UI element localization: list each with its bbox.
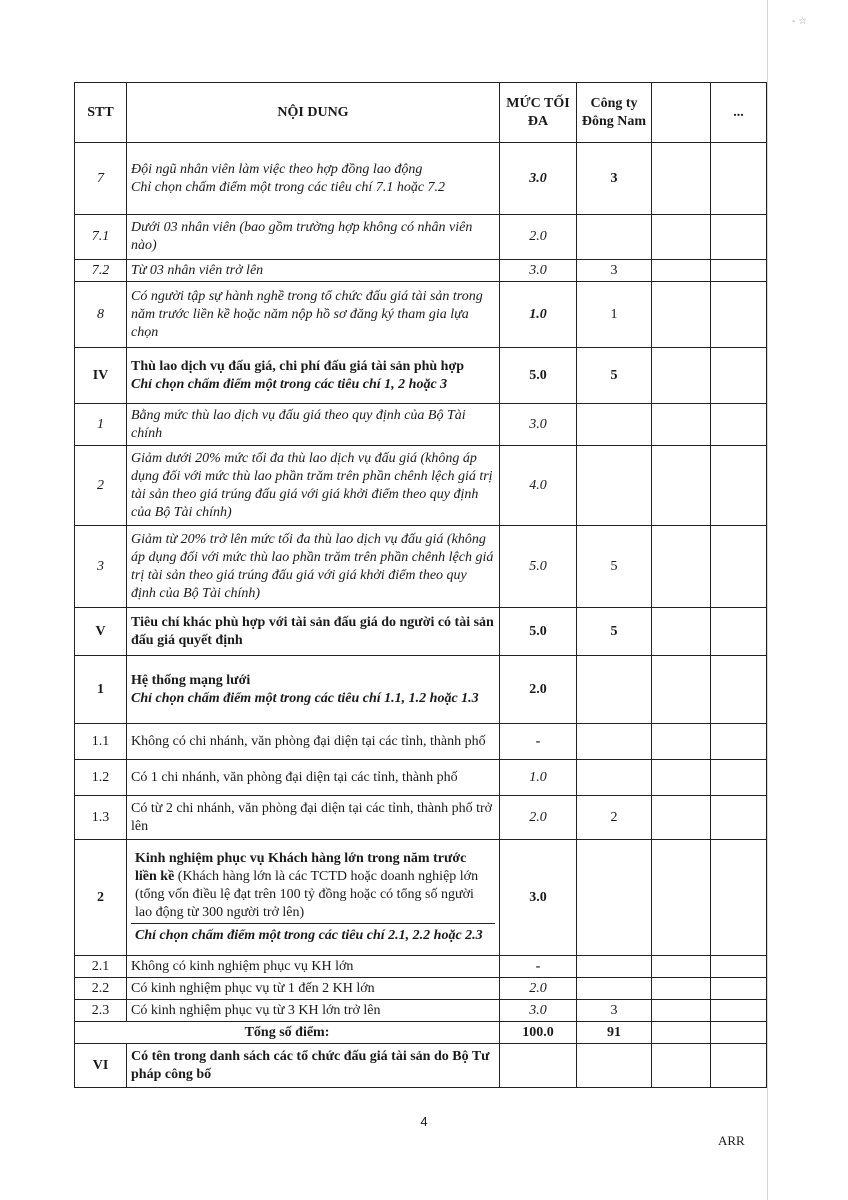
row-empty-cell xyxy=(711,724,767,760)
row-score: 3 xyxy=(577,1000,652,1022)
page-number: 4 xyxy=(420,1114,428,1129)
row-stt: 2 xyxy=(75,446,127,526)
row-max xyxy=(500,1044,577,1088)
row-empty-cell xyxy=(652,215,711,260)
table-row xyxy=(75,143,767,215)
table-row xyxy=(75,760,767,796)
table-row xyxy=(75,656,767,724)
table-row xyxy=(75,840,767,956)
row-stt: 1 xyxy=(75,656,127,724)
row-empty-cell xyxy=(711,404,767,446)
row-score: 3 xyxy=(577,143,652,215)
row-score xyxy=(577,760,652,796)
row-stt: VI xyxy=(75,1044,127,1088)
row-content xyxy=(127,656,500,724)
row-max: 3.0 xyxy=(500,143,577,215)
row-stt: 2 xyxy=(75,840,127,956)
row-empty-cell xyxy=(711,1022,767,1044)
row-score xyxy=(577,1044,652,1088)
row-content: Có kinh nghiệm phục vụ từ 3 KH lớn trở lên xyxy=(127,1000,500,1022)
row-max: 3.0 xyxy=(500,260,577,282)
row-empty-cell xyxy=(711,796,767,840)
row-stt: 7.2 xyxy=(75,260,127,282)
row-score xyxy=(577,656,652,724)
total-label: Tổng số điểm: xyxy=(75,1022,500,1044)
table-row xyxy=(75,446,767,526)
row-empty-cell xyxy=(652,404,711,446)
row-max: 3.0 xyxy=(500,1000,577,1022)
table-row xyxy=(75,1000,767,1022)
row-max: - xyxy=(500,956,577,978)
row-stt: 1 xyxy=(75,404,127,446)
row-content: Không có chi nhánh, văn phòng đại diện tại các tỉnh, thành phố xyxy=(127,724,500,760)
row-max: 3.0 xyxy=(500,840,577,956)
row-score xyxy=(577,446,652,526)
row-content-note: Chỉ chọn chấm điểm một trong các tiêu chí 1, 2 hoặc 3 xyxy=(131,376,448,392)
table-row xyxy=(75,956,767,978)
row-max: 5.0 xyxy=(500,526,577,608)
row-stt: 2.3 xyxy=(75,1000,127,1022)
row-stt: 1.3 xyxy=(75,796,127,840)
row-content-note: Chỉ chọn chấm điểm một trong các tiêu chí 2.1, 2.2 hoặc 2.3 xyxy=(135,928,483,943)
row-stt: 7 xyxy=(75,143,127,215)
row-content: Dưới 03 nhân viên (bao gồm trường hợp không có nhân viên nào) xyxy=(127,215,500,260)
row-empty-cell xyxy=(652,840,711,956)
row-empty-cell xyxy=(652,760,711,796)
row-empty-cell xyxy=(652,1000,711,1022)
row-empty-cell xyxy=(711,956,767,978)
row-score: 3 xyxy=(577,260,652,282)
row-score xyxy=(577,956,652,978)
row-stt: 1.1 xyxy=(75,724,127,760)
row-content-bold: Kinh nghiệm phục vụ Khách hàng lớn trong năm trước liền kề xyxy=(135,851,467,884)
row-stt: 1.2 xyxy=(75,760,127,796)
row-empty-cell xyxy=(711,446,767,526)
row-max: 5.0 xyxy=(500,608,577,656)
row-empty-cell xyxy=(652,1044,711,1088)
row-stt: IV xyxy=(75,348,127,404)
header-stt: STT xyxy=(75,83,127,143)
row-max: - xyxy=(500,724,577,760)
row-empty-cell xyxy=(711,1000,767,1022)
row-content xyxy=(127,143,500,215)
row-empty-cell xyxy=(711,282,767,348)
row-content-line: Thù lao dịch vụ đấu giá, chi phí đấu giá tài sản phù hợp xyxy=(131,358,465,374)
table-row xyxy=(75,724,767,760)
table-row-section xyxy=(75,608,767,656)
table-row-section xyxy=(75,348,767,404)
header-blank xyxy=(652,83,711,143)
row-empty-cell xyxy=(652,656,711,724)
row-content: Có 1 chi nhánh, văn phòng đại diện tại các tỉnh, thành phố xyxy=(127,760,500,796)
row-content-main xyxy=(131,849,495,924)
table-row-section xyxy=(75,1044,767,1088)
table-row xyxy=(75,796,767,840)
header-max: MỨC TỐI ĐA xyxy=(500,83,577,143)
header-row xyxy=(75,83,767,143)
row-empty-cell xyxy=(711,608,767,656)
corner-scan-mark: - ☆ xyxy=(792,16,808,27)
row-max: 1.0 xyxy=(500,760,577,796)
row-empty-cell xyxy=(652,446,711,526)
row-empty-cell xyxy=(711,656,767,724)
scan-edge-line xyxy=(767,0,768,1200)
row-score: 5 xyxy=(577,526,652,608)
row-score xyxy=(577,404,652,446)
row-empty-cell xyxy=(652,956,711,978)
row-max: 3.0 xyxy=(500,404,577,446)
table-row xyxy=(75,215,767,260)
row-empty-cell xyxy=(711,526,767,608)
row-max: 1.0 xyxy=(500,282,577,348)
total-row xyxy=(75,1022,767,1044)
row-max: 5.0 xyxy=(500,348,577,404)
row-empty-cell xyxy=(711,1044,767,1088)
row-empty-cell xyxy=(711,215,767,260)
row-empty-cell xyxy=(652,143,711,215)
row-score: 5 xyxy=(577,608,652,656)
row-content: Có từ 2 chi nhánh, văn phòng đại diện tại các tỉnh, thành phố trở lên xyxy=(127,796,500,840)
total-score: 91 xyxy=(577,1022,652,1044)
table-row xyxy=(75,404,767,446)
row-score xyxy=(577,840,652,956)
row-max: 2.0 xyxy=(500,656,577,724)
row-content-line: Hệ thống mạng lưới xyxy=(131,672,251,688)
row-empty-cell xyxy=(652,1022,711,1044)
header-company: Công ty Đông Nam xyxy=(577,83,652,143)
row-empty-cell xyxy=(652,260,711,282)
row-max: 2.0 xyxy=(500,215,577,260)
row-score xyxy=(577,215,652,260)
row-content: Giảm từ 20% trở lên mức tối đa thù lao dịch vụ đấu giá (không áp dụng đối với mức thù lao phần trăm trên phần chênh lệch giá trị tài sản theo giá trúng đấu giá với giá khởi điểm theo quy định của Bộ Tài chính) xyxy=(127,526,500,608)
row-empty-cell xyxy=(652,724,711,760)
row-empty-cell xyxy=(711,840,767,956)
row-empty-cell xyxy=(711,348,767,404)
scoring-table xyxy=(74,82,767,1088)
row-score xyxy=(577,978,652,1000)
row-score: 5 xyxy=(577,348,652,404)
row-empty-cell xyxy=(711,260,767,282)
row-max: 2.0 xyxy=(500,978,577,1000)
row-stt: V xyxy=(75,608,127,656)
row-empty-cell xyxy=(711,143,767,215)
row-content: Tiêu chí khác phù hợp với tài sản đấu giá do người có tài sản đấu giá quyết định xyxy=(127,608,500,656)
row-score: 2 xyxy=(577,796,652,840)
table-row xyxy=(75,260,767,282)
row-stt: 7.1 xyxy=(75,215,127,260)
row-empty-cell xyxy=(652,348,711,404)
row-empty-cell xyxy=(711,978,767,1000)
row-empty-cell xyxy=(652,796,711,840)
row-content: Không có kinh nghiệm phục vụ KH lớn xyxy=(127,956,500,978)
row-stt: 3 xyxy=(75,526,127,608)
row-max: 4.0 xyxy=(500,446,577,526)
table-row xyxy=(75,978,767,1000)
row-stt: 8 xyxy=(75,282,127,348)
header-ellipsis: ... xyxy=(711,83,767,143)
row-content-note: Chỉ chọn chấm điểm một trong các tiêu chí 7.1 hoặc 7.2 xyxy=(131,179,446,195)
row-content: Có tên trong danh sách các tổ chức đấu giá tài sản do Bộ Tư pháp công bố xyxy=(127,1044,500,1088)
footer-code: ARR xyxy=(718,1133,745,1148)
row-empty-cell xyxy=(652,608,711,656)
row-content-line: Đội ngũ nhân viên làm việc theo hợp đồng lao động xyxy=(131,161,423,177)
row-empty-cell xyxy=(711,760,767,796)
row-empty-cell xyxy=(652,978,711,1000)
row-content-normal: (Khách hàng lớn là các TCTD hoặc doanh nghiệp lớn (tổng vốn điều lệ đạt trên 100 tỷ đồng hoặc có tổng số người lao động từ 300 người trở lên) xyxy=(135,869,479,920)
header-content: NỘI DUNG xyxy=(127,83,500,143)
row-content xyxy=(127,348,500,404)
row-max: 2.0 xyxy=(500,796,577,840)
row-empty-cell xyxy=(652,526,711,608)
row-stt: 2.1 xyxy=(75,956,127,978)
total-max: 100.0 xyxy=(500,1022,577,1044)
row-empty-cell xyxy=(652,282,711,348)
row-content xyxy=(127,840,500,956)
row-content: Từ 03 nhân viên trở lên xyxy=(127,260,500,282)
row-stt: 2.2 xyxy=(75,978,127,1000)
table-row xyxy=(75,282,767,348)
row-content: Giảm dưới 20% mức tối đa thù lao dịch vụ đấu giá (không áp dụng đối với mức thù lao phần trăm trên phần chênh lệch giá trị tài sản theo giá trúng đấu giá với giá khởi điểm theo quy định của Bộ Tài chính) xyxy=(127,446,500,526)
row-content-note: Chỉ chọn chấm điểm một trong các tiêu chí 1.1, 1.2 hoặc 1.3 xyxy=(131,690,479,706)
row-content: Có kinh nghiệm phục vụ từ 1 đến 2 KH lớn xyxy=(127,978,500,1000)
row-score xyxy=(577,724,652,760)
row-content: Có người tập sự hành nghề trong tổ chức đấu giá tài sản trong năm trước liền kề hoặc năm nộp hồ sơ đăng ký tham gia lựa chọn xyxy=(127,282,500,348)
row-content: Bằng mức thù lao dịch vụ đấu giá theo quy định của Bộ Tài chính xyxy=(127,404,500,446)
table-row xyxy=(75,526,767,608)
row-score: 1 xyxy=(577,282,652,348)
